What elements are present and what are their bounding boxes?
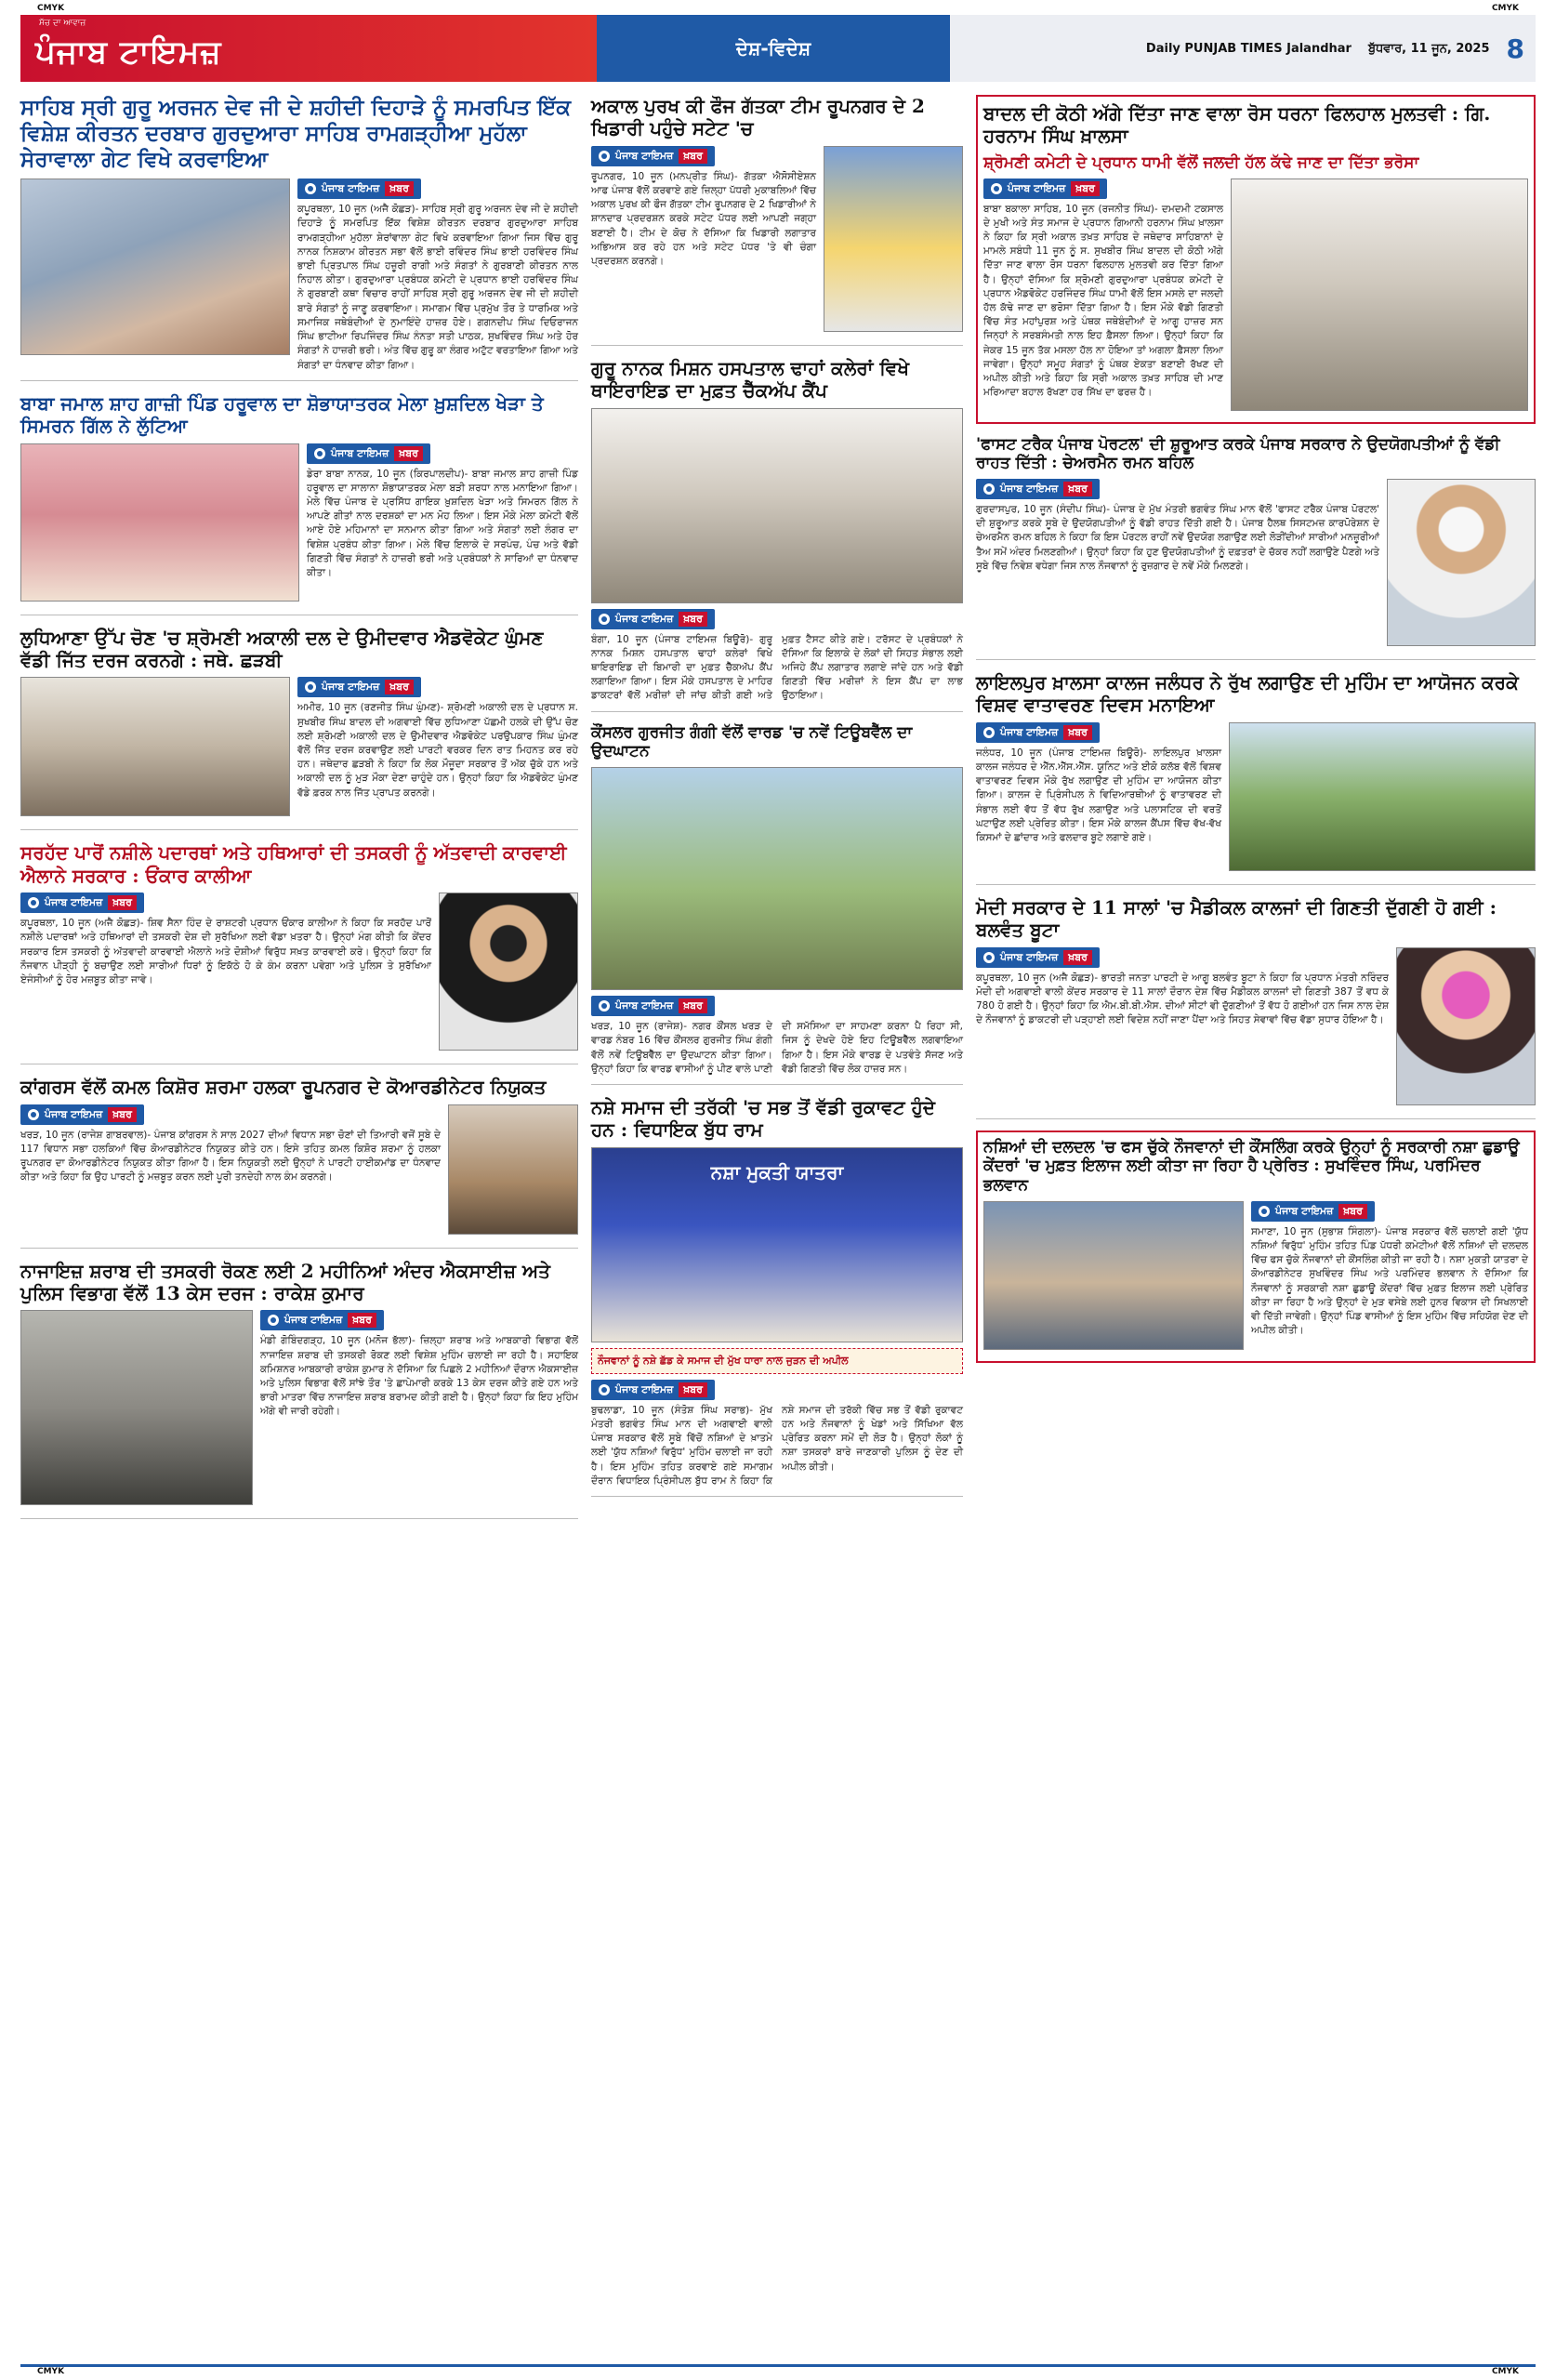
page-number: 8 [1506, 33, 1524, 64]
cmyk-mark: CMYK [1491, 4, 1519, 13]
cmyk-mark: CMYK [37, 4, 65, 13]
article-photo [20, 1310, 253, 1505]
byline-tag: ਖ਼ਬਰ [108, 1107, 137, 1122]
paper-icon [983, 727, 995, 738]
byline [976, 479, 1100, 499]
byline-tag: ਖ਼ਬਰ [1063, 482, 1092, 496]
article-jamal-shah-mela [20, 392, 578, 615]
paper-icon [599, 1384, 610, 1395]
byline-tag: ਖ਼ਬਰ [348, 1313, 376, 1328]
byline-source: ਪੰਜਾਬ ਟਾਇਮਜ਼ [331, 446, 389, 459]
article-tubewell [591, 723, 963, 1085]
article-fast-track-portal [976, 435, 1536, 660]
byline [591, 609, 715, 629]
portrait-photo [448, 1104, 578, 1235]
byline-tag: ਖ਼ਬਰ [1063, 725, 1092, 740]
byline-source: ਪੰਜਾਬ ਟਾਇਮਜ਼ [284, 1314, 343, 1327]
byline-tag: ਖ਼ਬਰ [385, 680, 414, 694]
byline [307, 443, 430, 464]
article-photo [20, 178, 290, 355]
cmyk-mark: CMYK [37, 2367, 65, 2376]
byline [591, 996, 715, 1016]
byline-source: ਪੰਜਾਬ ਟਾਇਮਜ਼ [1008, 181, 1066, 194]
subheadline: ਸ਼੍ਰੋਮਣੀ ਕਮੇਟੀ ਦੇ ਪ੍ਰਧਾਨ ਧਾਮੀ ਵੱਲੋਂ ਜਲਦੀ ਹੱਲ ਕੱਢੇ ਜਾਣ ਦਾ ਦਿੱਤਾ ਭਰੋਸਾ [983, 152, 1419, 172]
article-body: ਅਮੀਰ, 10 ਜੂਨ (ਰਣਜੀਤ ਸਿੰਘ ਘੁੰਮਣ)- ਸ਼੍ਰੋਮਣੀ ਅਕਾਲੀ ਦਲ ਦੇ ਪ੍ਰਧਾਨ ਸ. ਸੁਖਬੀਰ ਸਿੰਘ ਬਾਦਲ ਦੀ ਅਗਵਾਈ ਵਿੱਚ ਲੁਧਿਆਣਾ ਪੱਛਮੀ ਹਲਕੇ ਦੀ ਉੱਪ ਚੋਣ ਲਈ ਸ਼੍ਰੋਮਣੀ ਅਕਾਲੀ ਦਲ ਦੇ ਉਮੀਦਵਾਰ ਐਡਵੋਕੇਟ ਪਰਉਪਕਾਰ ਸਿੰਘ ਘੁੰਮਣ ਵੱਲੋਂ ਜਿੱਤ ਦਰਜ ਕਰਵਾਉਣ ਲਈ ਪਾਰਟੀ ਵਰਕਰ ਦਿਨ ਰਾਤ ਮਿਹਨਤ ਕਰ ਰਹੇ ਹਨ। ਜਥੇਦਾਰ ਛੜਬੀ ਨੇ ਕਿਹਾ ਕਿ ਲੋਕ ਮੌਜੂਦਾ ਸਰਕਾਰ ਤੋਂ ਅੱਕ ਚੁੱਕੇ ਹਨ ਅਤੇ ਅਕਾਲੀ ਦਲ ਨੂੰ ਮੁੜ ਮੌਕਾ ਦੇਣਾ ਚਾਹੁੰਦੇ ਹਨ। ਉਨ੍ਹਾਂ ਕਿਹਾ ਕਿ ਐਡਵੋਕੇਟ ਘੁੰਮਣ ਵੱਡੇ ਫ਼ਰਕ ਨਾਲ ਜਿੱਤ ਪ੍ਰਾਪਤ ਕਰਨਗੇ। [297, 702, 578, 799]
masthead-info [950, 15, 1536, 82]
headline: ਬਾਦਲ ਦੀ ਕੋਠੀ ਅੱਗੇ ਦਿੱਤਾ ਜਾਣ ਵਾਲਾ ਰੋਸ ਧਰਨਾ ਫਿਲਹਾਲ ਮੁਲਤਵੀ : ਗਿ. ਹਰਨਾਮ ਸਿੰਘ ਖ਼ਾਲਸਾ [983, 102, 1491, 148]
article-photo [20, 677, 290, 816]
headline: ਮੋਦੀ ਸਰਕਾਰ ਦੇ 11 ਸਾਲਾਂ 'ਚ ਮੈਡੀਕਲ ਕਾਲਜਾਂ ਦੀ ਗਿਣਤੀ ਦੁੱਗਣੀ ਹੋ ਗਈ : ਬਲਵੰਤ ਬੂਟਾ [976, 895, 1497, 942]
byline-source: ਪੰਜਾਬ ਟਾਇਮਜ਼ [1000, 725, 1059, 738]
headline: ਨਸ਼ਿਆਂ ਦੀ ਦਲਦਲ 'ਚ ਫਸ ਚੁੱਕੇ ਨੌਜਵਾਨਾਂ ਦੀ ਕੌਂਸਲਿੰਗ ਕਰਕੇ ਉਨ੍ਹਾਂ ਨੂੰ ਸਰਕਾਰੀ ਨਸ਼ਾ ਛੁਡਾਊ ਕੇਂਦਰਾਂ 'ਚ ਮੁਫ਼ਤ ਇਲਾਜ ਲਈ ਕੀਤਾ ਜਾ ਰਿਹਾ ਹੈ ਪ੍ਰੇਰਿਤ : ਸੁਖਵਿੰਦਰ ਸਿੰਘ, ਪਰਮਿੰਦਰ ਭਲਵਾਨ [983, 1137, 1520, 1196]
article-body: ਬੁਢਲਾਡਾ, 10 ਜੂਨ (ਸੰਤੋਸ਼ ਸਿੰਘ ਸਰਾਭ)- ਮੁੱਖ ਮੰਤਰੀ ਭਗਵੰਤ ਸਿੰਘ ਮਾਨ ਦੀ ਅਗਵਾਈ ਵਾਲੀ ਪੰਜਾਬ ਸਰਕਾਰ ਵੱਲੋਂ ਸੂਬੇ ਵਿੱਚੋਂ ਨਸ਼ਿਆਂ ਦੇ ਖ਼ਾਤਮੇ ਲਈ 'ਯੁੱਧ ਨਸ਼ਿਆਂ ਵਿਰੁੱਧ' ਮੁਹਿੰਮ ਚਲਾਈ ਜਾ ਰਹੀ ਹੈ। ਇਸ ਮੁਹਿੰਮ ਤਹਿਤ ਕਰਵਾਏ ਗਏ ਸਮਾਗਮ ਦੌਰਾਨ ਵਿਧਾਇਕ ਪ੍ਰਿੰਸੀਪਲ ਬੁੱਧ ਰਾਮ ਨੇ ਕਿਹਾ ਕਿ ਨਸ਼ੇ ਸਮਾਜ ਦੀ ਤਰੱਕੀ ਵਿੱਚ ਸਭ ਤੋਂ ਵੱਡੀ ਰੁਕਾਵਟ ਹਨ ਅਤੇ ਨੌਜਵਾਨਾਂ ਨੂੰ ਖੇਡਾਂ ਅਤੇ ਸਿੱਖਿਆ ਵੱਲ ਪ੍ਰੇਰਿਤ ਕਰਨਾ ਸਮੇਂ ਦੀ ਲੋੜ ਹੈ। ਉਨ੍ਹਾਂ ਲੋਕਾਂ ਨੂੰ ਨਸ਼ਾ ਤਸਕਰਾਂ ਬਾਰੇ ਜਾਣਕਾਰੀ ਪੁਲਿਸ ਨੂੰ ਦੇਣ ਦੀ ਅਪੀਲ ਕੀਤੀ। [591, 1404, 963, 1487]
article-body: ਬਾਬਾ ਬਕਾਲਾ ਸਾਹਿਬ, 10 ਜੂਨ (ਰਜਨੀਤ ਸਿੰਘ)- ਦਮਦਮੀ ਟਕਸਾਲ ਦੇ ਮੁਖੀ ਅਤੇ ਸੰਤ ਸਮਾਜ ਦੇ ਪ੍ਰਧਾਨ ਗਿਆਨੀ ਹਰਨਾਮ ਸਿੰਘ ਖ਼ਾਲਸਾ ਨੇ ਕਿਹਾ ਕਿ ਸ੍ਰੀ ਅਕਾਲ ਤਖ਼ਤ ਸਾਹਿਬ ਦੇ ਜਥੇਦਾਰ ਸਾਹਿਬਾਨਾਂ ਦੇ ਮਾਮਲੇ ਸਬੰਧੀ 11 ਜੂਨ ਨੂੰ ਸ. ਸੁਖਬੀਰ ਸਿੰਘ ਬਾਦਲ ਦੀ ਕੋਠੀ ਅੱਗੇ ਦਿੱਤਾ ਜਾਣ ਵਾਲਾ ਰੋਸ ਧਰਨਾ ਫਿਲਹਾਲ ਮੁਲਤਵੀ ਕਰ ਦਿੱਤਾ ਗਿਆ ਹੈ। ਉਨ੍ਹਾਂ ਦੱਸਿਆ ਕਿ ਸ਼੍ਰੋਮਣੀ ਗੁਰਦੁਆਰਾ ਪ੍ਰਬੰਧਕ ਕਮੇਟੀ ਦੇ ਪ੍ਰਧਾਨ ਐਡਵੋਕੇਟ ਹਰਜਿੰਦਰ ਸਿੰਘ ਧਾਮੀ ਵੱਲੋਂ ਇਸ ਮਸਲੇ ਦਾ ਜਲਦੀ ਹੱਲ ਕੱਢੇ ਜਾਣ ਦਾ ਭਰੋਸਾ ਦਿੱਤਾ ਗਿਆ ਹੈ। ਇਸ ਮੌਕੇ ਵੱਡੀ ਗਿਣਤੀ ਵਿੱਚ ਸੰਤ ਮਹਾਂਪੁਰਸ਼ ਅਤੇ ਪੰਥਕ ਜਥੇਬੰਦੀਆਂ ਦੇ ਆਗੂ ਹਾਜ਼ਰ ਸਨ ਜਿਨ੍ਹਾਂ ਨੇ ਸਰਬਸੰਮਤੀ ਨਾਲ ਇਹ ਫ਼ੈਸਲਾ ਲਿਆ। ਉਨ੍ਹਾਂ ਕਿਹਾ ਕਿ ਜੇਕਰ 15 ਜੂਨ ਤੱਕ ਮਸਲਾ ਹੱਲ ਨਾ ਹੋਇਆ ਤਾਂ ਅਗਲਾ ਫ਼ੈਸਲਾ ਲਿਆ ਜਾਵੇਗਾ। ਉਨ੍ਹਾਂ ਸਮੂਹ ਸੰਗਤਾਂ ਨੂੰ ਪੰਥਕ ਏਕਤਾ ਬਣਾਈ ਰੱਖਣ ਦੀ ਅਪੀਲ ਕੀਤੀ ਅਤੇ ਕਿਹਾ ਕਿ ਸ੍ਰੀ ਅਕਾਲ ਤਖ਼ਤ ਸਾਹਿਬ ਦੀ ਮਾਣ ਮਰਿਆਦਾ ਬਹਾਲ ਰੱਖਣਾ ਹਰ ਸਿੱਖ ਦਾ ਫਰਜ਼ ਹੈ। [983, 203, 1223, 399]
byline-source: ਪੰਜਾਬ ਟਾਇਮਜ਼ [1000, 950, 1059, 963]
article-body: ਗੁਰਦਾਸਪੁਰ, 10 ਜੂਨ (ਸੰਦੀਪ ਸਿੰਘ)- ਪੰਜਾਬ ਦੇ ਮੁੱਖ ਮੰਤਰੀ ਭਗਵੰਤ ਸਿੰਘ ਮਾਨ ਵੱਲੋਂ 'ਫਾਸਟ ਟਰੈਕ ਪੰਜਾਬ ਪੋਰਟਲ' ਦੀ ਸ਼ੁਰੂਆਤ ਕਰਕੇ ਸੂਬੇ ਦੇ ਉਦਯੋਗਪਤੀਆਂ ਨੂੰ ਵੱਡੀ ਰਾਹਤ ਦਿੱਤੀ ਗਈ ਹੈ। ਪੰਜਾਬ ਹੈਲਥ ਸਿਸਟਮਜ਼ ਕਾਰਪੋਰੇਸ਼ਨ ਦੇ ਚੇਅਰਮੈਨ ਰਮਨ ਬਹਿਲ ਨੇ ਕਿਹਾ ਕਿ ਇਸ ਪੋਰਟਲ ਰਾਹੀਂ ਨਵੇਂ ਉਦਯੋਗ ਲਗਾਉਣ ਲਈ ਲੋੜੀਂਦੀਆਂ ਸਾਰੀਆਂ ਮਨਜ਼ੂਰੀਆਂ ਤੈਅ ਸਮੇਂ ਅੰਦਰ ਮਿਲਣਗੀਆਂ। ਉਨ੍ਹਾਂ ਕਿਹਾ ਕਿ ਹੁਣ ਉਦਯੋਗਪਤੀਆਂ ਨੂੰ ਦਫ਼ਤਰਾਂ ਦੇ ਚੱਕਰ ਨਹੀਂ ਲਗਾਉਣੇ ਪੈਣਗੇ ਅਤੇ ਸੂਬੇ ਵਿੱਚ ਨਿਵੇਸ਼ ਵਧੇਗਾ ਜਿਸ ਨਾਲ ਨੌਜਵਾਨਾਂ ਨੂੰ ਰੁਜ਼ਗਾਰ ਦੇ ਨਵੇਂ ਮੌਕੇ ਮਿਲਣਗੇ। [976, 503, 1379, 572]
byline-tag: ਖ਼ਬਰ [108, 895, 137, 910]
paper-icon [991, 183, 1002, 194]
article-photo [591, 1147, 963, 1342]
byline-tag: ਖ਼ਬਰ [1071, 181, 1100, 196]
paper-icon [599, 151, 610, 162]
footer-rule [20, 2364, 1536, 2367]
article-congress-coordinator [20, 1076, 578, 1248]
article-body: ਡੇਰਾ ਬਾਬਾ ਨਾਨਕ, 10 ਜੂਨ (ਕਿਰਪਾਲਦੀਪ)- ਬਾਬਾ ਜਮਾਲ ਸ਼ਾਹ ਗਾਜ਼ੀ ਪਿੰਡ ਹਰੂਵਾਲ ਦਾ ਸਾਲਾਨਾ ਸ਼ੋਭਾਯਾਤਰਕ ਮੇਲਾ ਬੜੀ ਸ਼ਰਧਾ ਨਾਲ ਮਨਾਇਆ ਗਿਆ। ਮੇਲੇ ਵਿੱਚ ਪੰਜਾਬ ਦੇ ਪ੍ਰਸਿੱਧ ਗਾਇਕ ਖ਼ੁਸ਼ਦਿਲ ਖੇੜਾ ਅਤੇ ਸਿਮਰਨ ਗਿੱਲ ਨੇ ਆਪਣੇ ਗੀਤਾਂ ਨਾਲ ਦਰਸ਼ਕਾਂ ਦਾ ਮਨ ਮੋਹ ਲਿਆ। ਇਸ ਮੌਕੇ ਮੇਲਾ ਕਮੇਟੀ ਵੱਲੋਂ ਆਏ ਹੋਏ ਮਹਿਮਾਨਾਂ ਦਾ ਸਨਮਾਨ ਕੀਤਾ ਗਿਆ ਅਤੇ ਸੰਗਤਾਂ ਲਈ ਲੰਗਰ ਦਾ ਵਿਸ਼ੇਸ਼ ਪ੍ਰਬੰਧ ਕੀਤਾ ਗਿਆ। ਮੇਲੇ ਵਿੱਚ ਇਲਾਕੇ ਦੇ ਸਰਪੰਚ, ਪੰਚ ਅਤੇ ਵੱਡੀ ਗਿਣਤੀ ਵਿੱਚ ਸੰਗਤਾਂ ਨੇ ਹਾਜ਼ਰੀ ਭਰੀ ਅਤੇ ਪ੍ਰਬੰਧਕਾਂ ਨੇ ਸਾਰਿਆਂ ਦਾ ਧੰਨਵਾਦ ਕੀਤਾ। [307, 468, 578, 579]
portrait-photo [439, 892, 578, 1051]
headline: ਕੌਂਸਲਰ ਗੁਰਜੀਤ ਗੰਗੀ ਵੱਲੋਂ ਵਾਰਡ 'ਚ ਨਵੇਂ ਟਿਊਬਵੈੱਲ ਦਾ ਉਦਘਾਟਨ [591, 722, 913, 761]
portrait-photo [1396, 947, 1536, 1105]
paper-icon [305, 183, 316, 194]
paper-icon [28, 1109, 39, 1120]
article-smuggling-terror [20, 841, 578, 1064]
byline-tag: ਖ਼ਬਰ [385, 181, 414, 196]
article-body: ਕਪੂਰਥਲਾ, 10 ਜੂਨ (ਅਜੈ ਕੋਛੜ)- ਭਾਰਤੀ ਜਨਤਾ ਪਾਰਟੀ ਦੇ ਆਗੂ ਬਲਵੰਤ ਬੂਟਾ ਨੇ ਕਿਹਾ ਕਿ ਪ੍ਰਧਾਨ ਮੰਤਰੀ ਨਰਿੰਦਰ ਮੋਦੀ ਦੀ ਅਗਵਾਈ ਵਾਲੀ ਕੇਂਦਰ ਸਰਕਾਰ ਦੇ 11 ਸਾਲਾਂ ਦੌਰਾਨ ਦੇਸ਼ ਵਿੱਚ ਮੈਡੀਕਲ ਕਾਲਜਾਂ ਦੀ ਗਿਣਤੀ 387 ਤੋਂ ਵਧ ਕੇ 780 ਹੋ ਗਈ ਹੈ। ਉਨ੍ਹਾਂ ਕਿਹਾ ਕਿ ਐਮ.ਬੀ.ਬੀ.ਐਸ. ਦੀਆਂ ਸੀਟਾਂ ਵੀ ਦੁੱਗਣੀਆਂ ਤੋਂ ਵੱਧ ਹੋ ਗਈਆਂ ਹਨ ਜਿਸ ਨਾਲ ਦੇਸ਼ ਦੇ ਨੌਜਵਾਨਾਂ ਨੂੰ ਡਾਕਟਰੀ ਦੀ ਪੜ੍ਹਾਈ ਲਈ ਵਿਦੇਸ਼ ਨਹੀਂ ਜਾਣਾ ਪੈਂਦਾ ਅਤੇ ਸਿਹਤ ਸੇਵਾਵਾਂ ਵਿੱਚ ਵੱਡਾ ਸੁਧਾਰ ਹੋਇਆ ਹੈ। [976, 972, 1389, 1026]
byline [297, 677, 421, 697]
caption-box: ਨੌਜਵਾਨਾਂ ਨੂੰ ਨਸ਼ੇ ਛੱਡ ਕੇ ਸਮਾਜ ਦੀ ਮੁੱਖ ਧਾਰਾ ਨਾਲ ਜੁੜਨ ਦੀ ਅਪੀਲ [591, 1348, 963, 1374]
article-photo [983, 1201, 1244, 1350]
masthead [20, 15, 1536, 82]
column-left [20, 95, 578, 1530]
byline-source: ਪੰਜਾਬ ਟਾਇਮਜ਼ [1275, 1204, 1334, 1217]
headline: ਸਰਹੱਦ ਪਾਰੋਂ ਨਸ਼ੀਲੇ ਪਦਾਰਥਾਂ ਅਤੇ ਹਥਿਆਰਾਂ ਦੀ ਤਸਕਰੀ ਨੂੰ ਅੱਤਵਾਦੀ ਕਾਰਵਾਈ ਐਲਾਨੇ ਸਰਕਾਰ : ਓਂਕਾਰ ਕਾਲੀਆ [20, 841, 567, 887]
byline-source: ਪੰਜਾਬ ਟਾਇਮਜ਼ [1000, 482, 1059, 495]
paper-icon [983, 483, 995, 495]
byline-tag: ਖ਼ਬਰ [1063, 950, 1092, 965]
byline-tag: ਖ਼ਬਰ [679, 1382, 707, 1397]
byline-source: ਪੰਜਾਬ ਟਾਇਮਜ਼ [615, 999, 674, 1012]
headline: ਨਸ਼ੇ ਸਮਾਜ ਦੀ ਤਰੱਕੀ 'ਚ ਸਭ ਤੋਂ ਵੱਡੀ ਰੁਕਾਵਟ ਹੁੰਦੇ ਹਨ : ਵਿਧਾਇਕ ਬੁੱਧ ਰਾਮ [591, 1096, 936, 1142]
article-photo [591, 408, 963, 603]
headline: 'ਫਾਸਟ ਟਰੈਕ ਪੰਜਾਬ ਪੋਰਟਲ' ਦੀ ਸ਼ੁਰੂਆਤ ਕਰਕੇ ਪੰਜਾਬ ਸਰਕਾਰ ਨੇ ਉਦਯੋਗਪਤੀਆਂ ਨੂੰ ਵੱਡੀ ਰਾਹਤ ਦਿੱਤੀ : ਚੇਅਰਮੈਨ ਰਮਨ ਬਹਿਲ [976, 434, 1500, 473]
article-photo [20, 443, 299, 602]
byline-tag: ਖ਼ਬਰ [679, 612, 707, 627]
article-body: ਖਰੜ, 10 ਜੂਨ (ਰਾਜੇਸ਼ ਗਾਬਰਵਾਲ)- ਪੰਜਾਬ ਕਾਂਗਰਸ ਨੇ ਸਾਲ 2027 ਦੀਆਂ ਵਿਧਾਨ ਸਭਾ ਚੋਣਾਂ ਦੀ ਤਿਆਰੀ ਵਜੋਂ ਸੂਬੇ ਦੇ 117 ਵਿਧਾਨ ਸਭਾ ਹਲਕਿਆਂ ਵਿੱਚ ਕੋਆਰਡੀਨੇਟਰ ਨਿਯੁਕਤ ਕੀਤੇ ਹਨ। ਇਸੇ ਤਹਿਤ ਕਮਲ ਕਿਸ਼ੋਰ ਸ਼ਰਮਾ ਨੂੰ ਹਲਕਾ ਰੂਪਨਗਰ ਦਾ ਕੋਆਰਡੀਨੇਟਰ ਨਿਯੁਕਤ ਕੀਤਾ ਗਿਆ ਹੈ। ਇਸ ਨਿਯੁਕਤੀ ਲਈ ਉਨ੍ਹਾਂ ਨੇ ਪਾਰਟੀ ਹਾਈਕਮਾਂਡ ਦਾ ਧੰਨਵਾਦ ਕੀਤਾ ਅਤੇ ਕਿਹਾ ਕਿ ਉਹ ਪਾਰਟੀ ਨੂੰ ਮਜ਼ਬੂਤ ਕਰਨ ਲਈ ਪੂਰੀ ਤਨਦੇਹੀ ਨਾਲ ਕੰਮ ਕਰਨਗੇ। [20, 1129, 441, 1183]
paper-name: Daily PUNJAB TIMES Jalandhar [1145, 41, 1352, 56]
headline: ਬਾਬਾ ਜਮਾਲ ਸ਼ਾਹ ਗਾਜ਼ੀ ਪਿੰਡ ਹਰੂਵਾਲ ਦਾ ਸ਼ੋਭਾਯਾਤਰਕ ਮੇਲਾ ਖ਼ੁਸ਼ਦਿਲ ਖੇੜਾ ਤੇ ਸਿਮਰਨ ਗਿੱਲ ਨੇ ਲੁੱਟਿਆ [20, 391, 544, 438]
article-deaddiction-counselling [976, 1130, 1536, 1363]
article-body: ਖਰੜ, 10 ਜੂਨ (ਰਾਜੇਸ਼)- ਨਗਰ ਕੌਂਸਲ ਖਰੜ ਦੇ ਵਾਰਡ ਨੰਬਰ 16 ਵਿੱਚ ਕੌਂਸਲਰ ਗੁਰਜੀਤ ਸਿੰਘ ਗੰਗੀ ਵੱਲੋਂ ਨਵੇਂ ਟਿਊਬਵੈੱਲ ਦਾ ਉਦਘਾਟਨ ਕੀਤਾ ਗਿਆ। ਉਨ੍ਹਾਂ ਕਿਹਾ ਕਿ ਵਾਰਡ ਵਾਸੀਆਂ ਨੂੰ ਪੀਣ ਵਾਲੇ ਪਾਣੀ ਦੀ ਸਮੱਸਿਆ ਦਾ ਸਾਹਮਣਾ ਕਰਨਾ ਪੈ ਰਿਹਾ ਸੀ, ਜਿਸ ਨੂੰ ਦੇਖਦੇ ਹੋਏ ਇਹ ਟਿਊਬਵੈੱਲ ਲਗਵਾਇਆ ਗਿਆ ਹੈ। ਇਸ ਮੌਕੇ ਵਾਰਡ ਦੇ ਪਤਵੰਤੇ ਸੱਜਣ ਅਤੇ ਵੱਡੀ ਗਿਣਤੀ ਵਿੱਚ ਲੋਕ ਹਾਜ਼ਰ ਸਨ। [591, 1021, 963, 1075]
byline [591, 146, 715, 166]
paper-icon [305, 681, 316, 693]
masthead-logo-area [20, 15, 597, 82]
column-middle [591, 95, 963, 1508]
banner-text: ਨਸ਼ਾ ਮੁਕਤੀ ਯਾਤਰਾ [710, 1160, 844, 1183]
paper-icon [983, 952, 995, 963]
headline: ਲੁਧਿਆਣਾ ਉੱਪ ਚੋਣ 'ਚ ਸ਼੍ਰੋਮਣੀ ਅਕਾਲੀ ਦਲ ਦੇ ਉਮੀਦਵਾਰ ਐਡਵੋਕੇਟ ਘੁੰਮਣ ਵੱਡੀ ਜਿੱਤ ਦਰਜ ਕਰਨਗੇ : ਜਥੇ. ਛੜਬੀ [20, 626, 544, 671]
article-body: ਰੂਪਨਗਰ, 10 ਜੂਨ (ਮਨਪ੍ਰੀਤ ਸਿੰਘ)- ਗੱਤਕਾ ਐਸੋਸੀਏਸ਼ਨ ਆਫ ਪੰਜਾਬ ਵੱਲੋਂ ਕਰਵਾਏ ਗਏ ਜ਼ਿਲ੍ਹਾ ਪੱਧਰੀ ਮੁਕਾਬਲਿਆਂ ਵਿੱਚ ਅਕਾਲ ਪੁਰਖ ਕੀ ਫੌਜ ਗੱਤਕਾ ਟੀਮ ਰੂਪਨਗਰ ਦੇ 2 ਖਿਡਾਰੀਆਂ ਨੇ ਸ਼ਾਨਦਾਰ ਪ੍ਰਦਰਸ਼ਨ ਕਰਕੇ ਸਟੇਟ ਪੱਧਰ ਲਈ ਆਪਣੀ ਜਗ੍ਹਾ ਬਣਾਈ ਹੈ। ਟੀਮ ਦੇ ਕੋਚ ਨੇ ਦੱਸਿਆ ਕਿ ਖਿਡਾਰੀ ਲਗਾਤਾਰ ਅਭਿਆਸ ਕਰ ਰਹੇ ਹਨ ਅਤੇ ਸਟੇਟ ਪੱਧਰ 'ਤੇ ਵੀ ਚੰਗਾ ਪ੍ਰਦਰਸ਼ਨ ਕਰਨਗੇ। [591, 170, 816, 268]
article-illegal-liquor [20, 1260, 578, 1520]
article-dharna-postponed [976, 95, 1536, 424]
byline-source: ਪੰਜਾਬ ਟਾਇਮਜ਼ [322, 681, 380, 694]
article-photo [1231, 178, 1528, 411]
byline-source: ਪੰਜਾਬ ਟਾਇਮਜ਼ [322, 182, 380, 195]
paper-icon [1259, 1206, 1270, 1217]
byline-source: ਪੰਜਾਬ ਟਾਇਮਜ਼ [615, 1382, 674, 1395]
headline: ਗੁਰੂ ਨਾਨਕ ਮਿਸ਼ਨ ਹਸਪਤਾਲ ਢਾਹਾਂ ਕਲੇਰਾਂ ਵਿਖੇ ਥਾਇਰਾਇਡ ਦਾ ਮੁਫ਼ਤ ਚੈੱਕਅੱਪ ਕੈਂਪ [591, 356, 909, 403]
article-drugs-mla [591, 1096, 963, 1497]
paper-icon [314, 448, 325, 459]
byline-source: ਪੰਜਾਬ ਟਾਇਮਜ਼ [615, 612, 674, 625]
byline [591, 1380, 715, 1400]
article-body: ਮੰਡੀ ਗੋਬਿੰਦਗੜ੍ਹ, 10 ਜੂਨ (ਮਨੋਜ ਭੱਲਾ)- ਜ਼ਿਲ੍ਹਾ ਸ਼ਰਾਬ ਅਤੇ ਆਬਕਾਰੀ ਵਿਭਾਗ ਵੱਲੋਂ ਨਾਜਾਇਜ਼ ਸ਼ਰਾਬ ਦੀ ਤਸਕਰੀ ਰੋਕਣ ਲਈ ਵਿਸ਼ੇਸ਼ ਮੁਹਿੰਮ ਚਲਾਈ ਜਾ ਰਹੀ ਹੈ। ਸਹਾਇਕ ਕਮਿਸ਼ਨਰ ਆਬਕਾਰੀ ਰਾਕੇਸ਼ ਕੁਮਾਰ ਨੇ ਦੱਸਿਆ ਕਿ ਪਿਛਲੇ 2 ਮਹੀਨਿਆਂ ਦੌਰਾਨ ਐਕਸਾਈਜ਼ ਅਤੇ ਪੁਲਿਸ ਵਿਭਾਗ ਵੱਲੋਂ ਸਾਂਝੇ ਤੌਰ 'ਤੇ ਛਾਪੇਮਾਰੀ ਕਰਕੇ 13 ਕੇਸ ਦਰਜ ਕੀਤੇ ਗਏ ਹਨ ਅਤੇ ਭਾਰੀ ਮਾਤਰਾ ਵਿੱਚ ਨਾਜਾਇਜ਼ ਸ਼ਰਾਬ ਬਰਾਮਦ ਕੀਤੀ ਗਈ ਹੈ। ਉਨ੍ਹਾਂ ਕਿਹਾ ਕਿ ਇਹ ਮੁਹਿੰਮ ਅੱਗੇ ਵੀ ਜਾਰੀ ਰਹੇਗੀ। [260, 1335, 578, 1418]
article-kirtan-darbar [20, 95, 578, 381]
byline-tag: ਖ਼ਬਰ [679, 149, 707, 164]
cmyk-mark: CMYK [1491, 2367, 1519, 2376]
headline: ਲਾਇਲਪੁਰ ਖ਼ਾਲਸਾ ਕਾਲਜ ਜਲੰਧਰ ਨੇ ਰੁੱਖ ਲਗਾਉਣ ਦੀ ਮੁਹਿੰਮ ਦਾ ਆਯੋਜਨ ਕਰਕੇ ਵਿਸ਼ਵ ਵਾਤਾਵਰਣ ਦਿਵਸ ਮਨਾਇਆ [976, 670, 1519, 717]
paper-icon [599, 614, 610, 625]
headline: ਕਾਂਗਰਸ ਵੱਲੋਂ ਕਮਲ ਕਿਸ਼ੋਰ ਸ਼ਰਮਾ ਹਲਕਾ ਰੂਪਨਗਰ ਦੇ ਕੋਆਰਡੀਨੇਟਰ ਨਿਯੁਕਤ [20, 1076, 547, 1099]
byline-tag: ਖ਼ਬਰ [679, 998, 707, 1013]
article-body: ਬੰਗਾ, 10 ਜੂਨ (ਪੰਜਾਬ ਟਾਇਮਜ਼ ਬਿਊਰੋ)- ਗੁਰੂ ਨਾਨਕ ਮਿਸ਼ਨ ਹਸਪਤਾਲ ਢਾਹਾਂ ਕਲੇਰਾਂ ਵਿਖੇ ਥਾਇਰਾਇਡ ਦੀ ਬਿਮਾਰੀ ਦਾ ਮੁਫ਼ਤ ਚੈੱਕਅੱਪ ਕੈਂਪ ਲਗਾਇਆ ਗਿਆ। ਇਸ ਮੌਕੇ ਹਸਪਤਾਲ ਦੇ ਮਾਹਿਰ ਡਾਕਟਰਾਂ ਵੱਲੋਂ ਮਰੀਜ਼ਾਂ ਦੀ ਜਾਂਚ ਕੀਤੀ ਗਈ ਅਤੇ ਮੁਫ਼ਤ ਟੈਸਟ ਕੀਤੇ ਗਏ। ਟਰੱਸਟ ਦੇ ਪ੍ਰਬੰਧਕਾਂ ਨੇ ਦੱਸਿਆ ਕਿ ਇਲਾਕੇ ਦੇ ਲੋਕਾਂ ਦੀ ਸਿਹਤ ਸੰਭਾਲ ਲਈ ਅਜਿਹੇ ਕੈਂਪ ਲਗਾਤਾਰ ਲਗਾਏ ਜਾਂਦੇ ਹਨ ਅਤੇ ਵੱਡੀ ਗਿਣਤੀ ਵਿੱਚ ਮਰੀਜ਼ਾਂ ਨੇ ਇਸ ਕੈਂਪ ਦਾ ਲਾਭ ਉਠਾਇਆ। [591, 633, 963, 702]
byline-source: ਪੰਜਾਬ ਟਾਇਮਜ਼ [615, 149, 674, 162]
paper-icon [599, 1000, 610, 1012]
newspaper-logo: ਪੰਜਾਬ ਟਾਇਮਜ਼ [35, 33, 222, 71]
column-right [976, 95, 1536, 1374]
article-ludhiana-bypoll [20, 627, 578, 831]
masthead-tagline: ਸੱਚ ਦਾ ਆਵਾਜ਼ [39, 19, 86, 28]
article-thyroid-camp [591, 357, 963, 712]
portrait-photo [1387, 479, 1536, 646]
article-body: ਕਪੂਰਥਲਾ, 10 ਜੂਨ (ਅਜੈ ਕੋਛੜ)- ਸ਼ਿਵ ਸੈਨਾ ਹਿੰਦ ਦੇ ਰਾਸ਼ਟਰੀ ਪ੍ਰਧਾਨ ਓਂਕਾਰ ਕਾਲੀਆ ਨੇ ਕਿਹਾ ਕਿ ਸਰਹੱਦ ਪਾਰੋਂ ਨਸ਼ੀਲੇ ਪਦਾਰਥਾਂ ਅਤੇ ਹਥਿਆਰਾਂ ਦੀ ਤਸਕਰੀ ਦੇਸ਼ ਦੀ ਸੁਰੱਖਿਆ ਲਈ ਵੱਡਾ ਖ਼ਤਰਾ ਹੈ। ਉਨ੍ਹਾਂ ਮੰਗ ਕੀਤੀ ਕਿ ਕੇਂਦਰ ਸਰਕਾਰ ਇਸ ਤਸਕਰੀ ਨੂੰ ਅੱਤਵਾਦੀ ਕਾਰਵਾਈ ਐਲਾਨੇ ਅਤੇ ਦੋਸ਼ੀਆਂ ਵਿਰੁੱਧ ਸਖ਼ਤ ਕਾਰਵਾਈ ਕਰੇ। ਉਨ੍ਹਾਂ ਕਿਹਾ ਕਿ ਨੌਜਵਾਨ ਪੀੜ੍ਹੀ ਨੂੰ ਬਚਾਉਣ ਲਈ ਸਾਰੀਆਂ ਧਿਰਾਂ ਨੂੰ ਇਕੱਠੇ ਹੋ ਕੇ ਕੰਮ ਕਰਨਾ ਪਵੇਗਾ ਅਤੇ ਪੁਲਿਸ ਤੇ ਸੁਰੱਖਿਆ ਏਜੰਸੀਆਂ ਨੂੰ ਹੋਰ ਮਜ਼ਬੂਤ ਕੀਤਾ ਜਾਵੇ। [20, 918, 431, 985]
byline [20, 892, 144, 913]
byline-source: ਪੰਜਾਬ ਟਾਇਮਜ਼ [45, 896, 103, 909]
paper-icon [268, 1315, 279, 1326]
headline: ਸਾਹਿਬ ਸ੍ਰੀ ਗੁਰੂ ਅਰਜਨ ਦੇਵ ਜੀ ਦੇ ਸ਼ਹੀਦੀ ਦਿਹਾੜੇ ਨੂੰ ਸਮਰਪਿਤ ਇੱਕ ਵਿਸ਼ੇਸ਼ ਕੀਰਤਨ ਦਰਬਾਰ ਗੁਰਦੁਆਰਾ ਸਾਹਿਬ ਰਾਮਗੜ੍ਹੀਆ ਮੁਹੱਲਾ ਸੇਰਾਵਾਲਾ ਗੇਟ ਵਿਖੇ ਕਰਵਾਇਆ [20, 95, 572, 173]
byline [976, 947, 1100, 968]
headline: ਨਾਜਾਇਜ਼ ਸ਼ਰਾਬ ਦੀ ਤਸਕਰੀ ਰੋਕਣ ਲਈ 2 ਮਹੀਨਿਆਂ ਅੰਦਰ ਐਕਸਾਈਜ਼ ਅਤੇ ਪੁਲਿਸ ਵਿਭਾਗ ਵੱਲੋਂ 13 ਕੇਸ ਦਰਜ : ਰਾਕੇਸ਼ ਕੁਮਾਰ [20, 1259, 550, 1304]
byline-tag: ਖ਼ਬਰ [1338, 1204, 1367, 1219]
article-photo [591, 767, 963, 990]
byline-source: ਪੰਜਾਬ ਟਾਇਮਜ਼ [45, 1107, 103, 1120]
article-gatka-team [591, 95, 963, 346]
byline [297, 178, 421, 199]
byline [260, 1310, 384, 1330]
article-body: ਸਮਾਣਾ, 10 ਜੂਨ (ਸੁਭਾਸ਼ ਸਿੰਗਲਾ)- ਪੰਜਾਬ ਸਰਕਾਰ ਵੱਲੋਂ ਚਲਾਈ ਗਈ 'ਯੁੱਧ ਨਸ਼ਿਆਂ ਵਿਰੁੱਧ' ਮੁਹਿੰਮ ਤਹਿਤ ਪਿੰਡ ਪੱਧਰੀ ਕਮੇਟੀਆਂ ਵੱਲੋਂ ਨਸ਼ਿਆਂ ਦੀ ਦਲਦਲ ਵਿੱਚ ਫਸ ਚੁੱਕੇ ਨੌਜਵਾਨਾਂ ਦੀ ਕੌਂਸਲਿੰਗ ਕੀਤੀ ਜਾ ਰਹੀ ਹੈ। ਨਸ਼ਾ ਮੁਕਤੀ ਯਾਤਰਾ ਦੇ ਕੋਆਰਡੀਨੇਟਰ ਸੁਖਵਿੰਦਰ ਸਿੰਘ ਅਤੇ ਪਰਮਿੰਦਰ ਭਲਵਾਨ ਨੇ ਦੱਸਿਆ ਕਿ ਨੌਜਵਾਨਾਂ ਨੂੰ ਸਰਕਾਰੀ ਨਸ਼ਾ ਛੁਡਾਊ ਕੇਂਦਰਾਂ ਵਿੱਚ ਮੁਫ਼ਤ ਇਲਾਜ ਲਈ ਪ੍ਰੇਰਿਤ ਕੀਤਾ ਜਾ ਰਿਹਾ ਹੈ ਅਤੇ ਉਨ੍ਹਾਂ ਦੇ ਮੁੜ ਵਸੇਬੇ ਲਈ ਹੁਨਰ ਵਿਕਾਸ ਦੀ ਸਿਖਲਾਈ ਵੀ ਦਿੱਤੀ ਜਾਵੇਗੀ। ਉਨ੍ਹਾਂ ਪਿੰਡ ਵਾਸੀਆਂ ਨੂੰ ਇਸ ਮੁਹਿੰਮ ਵਿੱਚ ਸਹਿਯੋਗ ਦੇਣ ਦੀ ਅਪੀਲ ਕੀਤੀ। [1251, 1225, 1528, 1337]
article-medical-colleges [976, 896, 1536, 1119]
section-title: ਦੇਸ਼-ਵਿਦੇਸ਼ [597, 15, 950, 82]
byline [976, 722, 1100, 743]
article-photo [1229, 722, 1536, 871]
article-photo [824, 146, 963, 332]
article-body: ਕਪੂਰਥਲਾ, 10 ਜੂਨ (ਅਜੈ ਕੋਛੜ)- ਸਾਹਿਬ ਸ੍ਰੀ ਗੁਰੂ ਅਰਜਨ ਦੇਵ ਜੀ ਦੇ ਸ਼ਹੀਦੀ ਦਿਹਾੜੇ ਨੂੰ ਸਮਰਪਿਤ ਇੱਕ ਵਿਸ਼ੇਸ਼ ਕੀਰਤਨ ਦਰਬਾਰ ਗੁਰਦੁਆਰਾ ਸਾਹਿਬ ਰਾਮਗੜ੍ਹੀਆ ਮੁਹੱਲਾ ਸ਼ੇਰਾਂਵਾਲਾ ਗੇਟ ਵਿਖੇ ਕਰਵਾਇਆ ਗਿਆ ਜਿਸ ਵਿੱਚ ਗੁਰੂ ਨਾਨਕ ਨਿਸ਼ਕਾਮ ਕੀਰਤਨ ਸਭਾ ਵੱਲੋਂ ਭਾਈ ਰਵਿੰਦਰ ਸਿੰਘ ਭਾਈ ਹਰਵਿੰਦਰ ਸਿੰਘ ਭਾਈ ਪ੍ਰਿਤਪਾਲ ਸਿੰਘ ਹਜ਼ੂਰੀ ਰਾਗੀ ਅਤੇ ਸੰਗਤਾਂ ਨੇ ਗੁਰਬਾਣੀ ਕੀਰਤਨ ਨਾਲ ਨਿਹਾਲ ਕੀਤਾ। ਗੁਰਦੁਆਰਾ ਪ੍ਰਬੰਧਕ ਕਮੇਟੀ ਦੇ ਪ੍ਰਧਾਨ ਭਾਈ ਹਰਵਿੰਦਰ ਸਿੰਘ ਨੇ ਗੁਰਬਾਣੀ ਕਥਾ ਵਿਚਾਰ ਰਾਹੀਂ ਸਾਹਿਬ ਸ੍ਰੀ ਗੁਰੂ ਅਰਜਨ ਦੇਵ ਜੀ ਦੀ ਸ਼ਹੀਦੀ ਬਾਰੇ ਸੰਗਤਾਂ ਨੂੰ ਜਾਣੂ ਕਰਵਾਇਆ। ਸਮਾਗਮ ਵਿੱਚ ਪ੍ਰਮੁੱਖ ਤੌਰ ਤੇ ਧਾਰਮਿਕ ਅਤੇ ਸਮਾਜਿਕ ਜਥੇਬੰਦੀਆਂ ਦੇ ਨੁਮਾਇੰਦੇ ਹਾਜ਼ਰ ਹੋਏ। ਗਗਨਦੀਪ ਸਿੰਘ ਦਿਓਰਾਜਨ ਸਿੰਘ ਭਾਟੀਆ ਰਿਪਜਿੰਦਰ ਸਿੰਘ ਨੰਨਤਾ ਸਤੀ ਪਾਠਕ, ਸੁਖਵਿੰਦਰ ਸਿੰਘ ਅਤੇ ਹੋਰ ਸੰਗਤਾਂ ਨੇ ਹਾਜ਼ਰੀ ਭਰੀ। ਅੰਤ ਵਿੱਚ ਗੁਰੂ ਕਾ ਲੰਗਰ ਅਟੁੱਟ ਵਰਤਾਇਆ ਗਿਆ ਅਤੇ ਸੰਗਤਾਂ ਦਾ ਧੰਨਵਾਦ ਕੀਤਾ ਗਿਆ। [297, 204, 578, 371]
article-tree-plantation [976, 671, 1536, 885]
byline-tag: ਖ਼ਬਰ [394, 446, 423, 461]
paper-icon [28, 897, 39, 908]
byline [1251, 1201, 1375, 1222]
issue-date: ਬੁੱਧਵਾਰ, 11 ਜੂਨ, 2025 [1367, 41, 1490, 56]
byline [983, 178, 1107, 199]
article-body: ਜਲੰਧਰ, 10 ਜੂਨ (ਪੰਜਾਬ ਟਾਇਮਜ਼ ਬਿਊਰੋ)- ਲਾਇਲਪੁਰ ਖ਼ਾਲਸਾ ਕਾਲਜ ਜਲੰਧਰ ਦੇ ਐੱਨ.ਐੱਸ.ਐੱਸ. ਯੂਨਿਟ ਅਤੇ ਈਕੋ ਕਲੱਬ ਵੱਲੋਂ ਵਿਸ਼ਵ ਵਾਤਾਵਰਣ ਦਿਵਸ ਮੌਕੇ ਰੁੱਖ ਲਗਾਉਣ ਦੀ ਮੁਹਿੰਮ ਦਾ ਆਯੋਜਨ ਕੀਤਾ ਗਿਆ। ਕਾਲਜ ਦੇ ਪ੍ਰਿੰਸੀਪਲ ਨੇ ਵਿਦਿਆਰਥੀਆਂ ਨੂੰ ਵਾਤਾਵਰਣ ਦੀ ਸੰਭਾਲ ਲਈ ਵੱਧ ਤੋਂ ਵੱਧ ਰੁੱਖ ਲਗਾਉਣ ਅਤੇ ਪਲਾਸਟਿਕ ਦੀ ਵਰਤੋਂ ਘਟਾਉਣ ਲਈ ਪ੍ਰੇਰਿਤ ਕੀਤਾ। ਇਸ ਮੌਕੇ ਕਾਲਜ ਕੈਂਪਸ ਵਿੱਚ ਵੱਖ-ਵੱਖ ਕਿਸਮਾਂ ਦੇ ਛਾਂਦਾਰ ਅਤੇ ਫਲਦਾਰ ਬੂਟੇ ਲਗਾਏ ਗਏ। [976, 747, 1221, 844]
byline [20, 1104, 144, 1125]
headline: ਅਕਾਲ ਪੁਰਖ ਕੀ ਫੌਜ ਗੱਤਕਾ ਟੀਮ ਰੂਪਨਗਰ ਦੇ 2 ਖਿਡਾਰੀ ਪਹੁੰਚੇ ਸਟੇਟ 'ਚ [591, 95, 925, 140]
